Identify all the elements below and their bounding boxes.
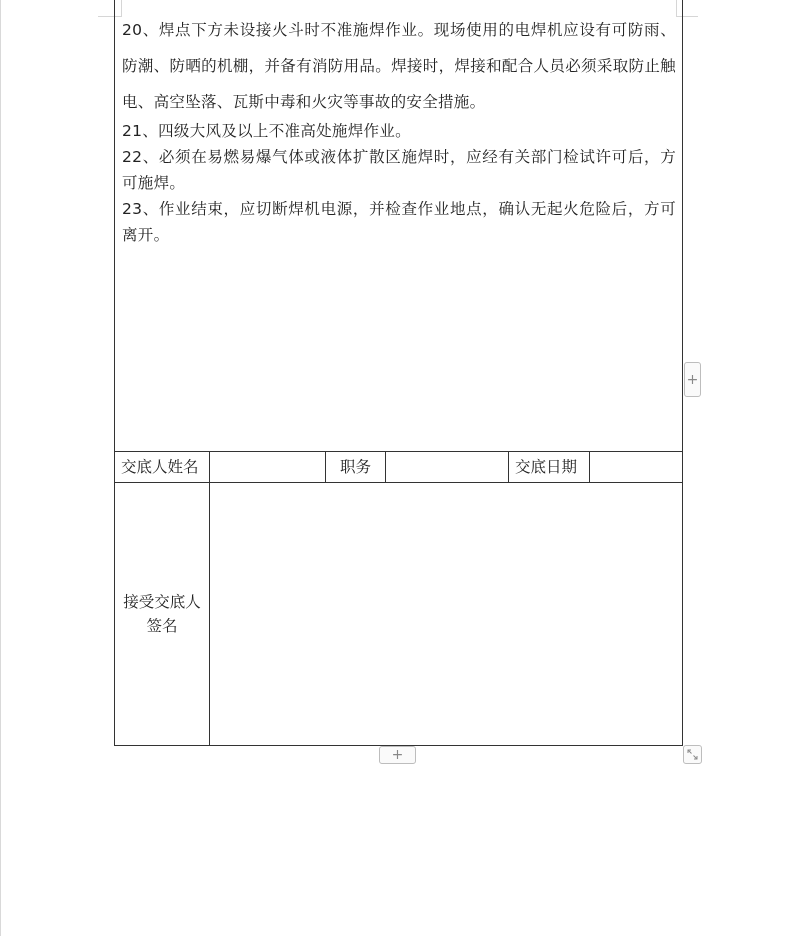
plus-icon: + — [391, 747, 404, 763]
date-field[interactable] — [590, 452, 682, 482]
paragraph-item-20: 20、焊点下方未设接火斗时不准施焊作业。现场使用的电焊机应设有可防雨、防潮、防晒的机棚，并备有消防用品。焊接时，焊接和配合人员必须采取防止触电、高空坠落、瓦斯中毒和火灾等事故的安全措施。 — [122, 21, 676, 111]
date-label: 交底日期 — [509, 452, 590, 482]
add-row-button[interactable] — [684, 362, 701, 397]
info-row — [115, 452, 682, 483]
signature-label — [115, 483, 210, 745]
paragraph-item-21: 21、四级大风及以上不准高处施焊作业。 — [122, 122, 411, 140]
paragraph-item-22: 22、必须在易燃易爆气体或液体扩散区施焊时，应经有关部门检试许可后，方可施焊。 — [122, 148, 676, 192]
signature-row — [115, 483, 682, 745]
add-column-button[interactable] — [379, 746, 416, 764]
position-label: 职务 — [326, 452, 386, 482]
signature-label-line1: 接受交底人 — [123, 593, 201, 611]
signature-label-line2: 签名 — [146, 617, 178, 635]
presenter-name-label: 交底人姓名 — [115, 452, 210, 482]
page-edge — [0, 0, 1, 936]
briefing-content-cell[interactable] — [115, 0, 682, 452]
expand-diagonal-icon — [687, 749, 698, 760]
table-resize-handle[interactable] — [683, 745, 702, 764]
plus-icon: + — [686, 371, 699, 388]
position-field[interactable] — [386, 452, 509, 482]
safety-briefing-table — [114, 0, 683, 746]
presenter-name-field[interactable] — [210, 452, 326, 482]
paragraph-item-23: 23、作业结束，应切断焊机电源，并检查作业地点，确认无起火危险后，方可离开。 — [122, 200, 676, 244]
signature-field[interactable] — [210, 483, 682, 745]
